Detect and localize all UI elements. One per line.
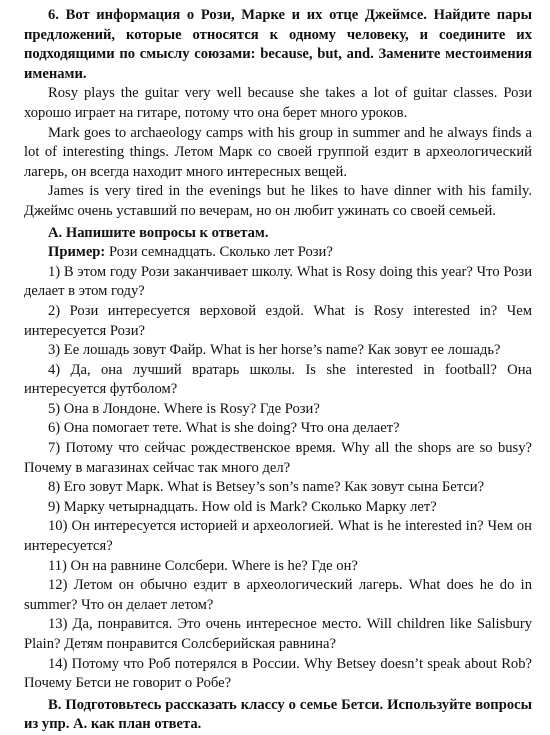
exercise-title: 6. Вот информация о Рози, Марке и их отце Джеймсе. Найдите пары предложений, которые относятся к одному человеку, и соедините их подходящими по смыслу союзами: because, but, and. Замените местоимения именами. xyxy=(24,7,532,82)
paragraph-james xyxy=(24,182,532,221)
example-label: Пример: xyxy=(48,244,106,261)
question-item-9: 9) Марку четырнадцать. How old is Mark? Сколько Марку лет? xyxy=(48,498,437,515)
question-item-1: 1) В этом году Рози заканчивает школу. What is Rosy doing this year? Что Рози делает в этом году? xyxy=(24,263,532,300)
question-item-5: 5) Она в Лондоне. Where is Rosy? Где Рози? xyxy=(48,400,320,417)
example-text: Рози семнадцать. Сколько лет Рози? xyxy=(108,244,333,261)
textbook-page xyxy=(24,6,532,733)
paragraph-james-ru: Джеймс очень уставший по вечерам, но он любит ужинать со своей семьей. xyxy=(24,202,496,219)
question-item-11: 11) Он на равнине Солсбери. Where is he? Где он? xyxy=(48,557,358,574)
paragraph-rosy xyxy=(24,84,532,123)
question-item-10: 10) Он интересуется историей и археологией. What is he interested in? Чем он интересуется? xyxy=(24,518,532,555)
question-item-13: 13) Да, понравится. Это очень интересное место. Will children like Salisbury Plain? Детям понравится Солсберийская равнина? xyxy=(24,616,532,652)
paragraph-mark-ru: Летом Марк со своей группой ездит в археологический лагерь, он всегда находит много интересных вещей. xyxy=(24,144,532,180)
paragraph-james-en: James is very tired in the evenings but he likes to have dinner with his family. xyxy=(48,183,532,200)
section-b-task: В. Подготовьтесь рассказать классу о семье Бетси. Используйте вопросы из упр. А. как план ответа. xyxy=(24,696,532,733)
paragraph-mark-en: Mark goes to archaeology camps with his group in summer and he always finds a lot of interesting things. xyxy=(24,124,532,161)
paragraph-rosy-ru: Рози хорошо играет на гитаре, потому что она берет много уроков. xyxy=(24,85,532,121)
question-item-4: 4) Да, она лучший вратарь школы. Is she interested in football? Она интересуется футболом? xyxy=(24,361,532,398)
paragraph-mark xyxy=(24,124,532,183)
question-list xyxy=(24,263,532,694)
paragraph-rosy-en: Rosy plays the guitar very well because she takes a lot of guitar classes. xyxy=(48,85,498,102)
question-item-14: 14) Потому что Роб потерялся в России. Why Betsey doesn’t speak about Rob? Почему Бетси не говорит о Робе? xyxy=(24,655,532,692)
question-item-3: 3) Ее лошадь зовут Файр. What is her horse’s name? Как зовут ее лошадь? xyxy=(48,342,501,359)
example-paragraphs xyxy=(24,84,532,221)
question-item-8: 8) Его зовут Марк. What is Betsey’s son’s name? Как зовут сына Бетси? xyxy=(48,479,485,496)
question-item-6: 6) Она помогает тете. What is she doing? Что она делает? xyxy=(48,420,400,437)
question-item-2: 2) Рози интересуется верховой ездой. What is Rosy interested in? Чем интересуется Рози? xyxy=(24,302,532,339)
section-a-example xyxy=(24,243,532,263)
section-a-heading: А. Напишите вопросы к ответам. xyxy=(48,224,269,241)
question-item-12: 12) Летом он обычно ездит в археологический лагерь. What does he do in summer? Что он делает летом? xyxy=(24,577,532,613)
question-item-7: 7) Потому что сейчас рождественское время. Why all the shops are so busy? Почему в магазинах сейчас так много дел? xyxy=(24,440,532,476)
